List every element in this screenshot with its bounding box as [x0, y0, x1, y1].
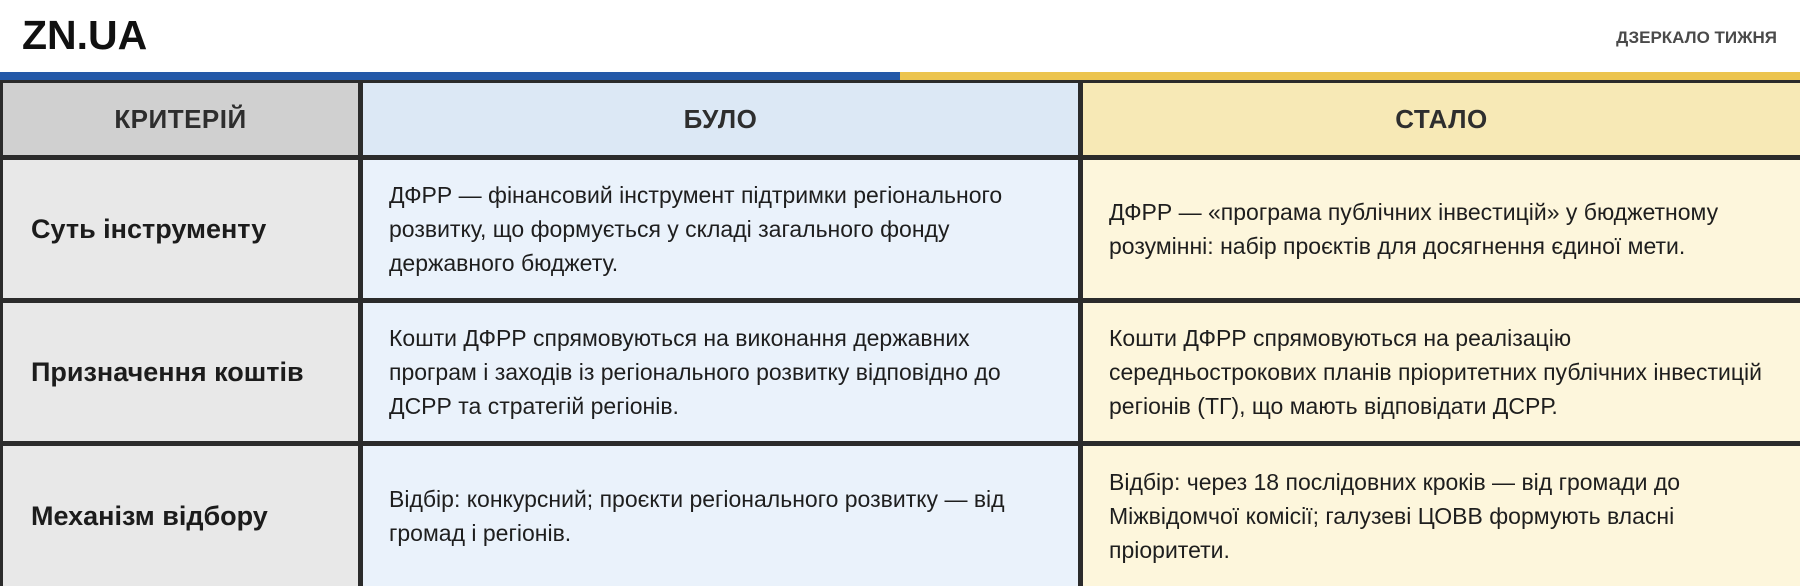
flag-stripe	[0, 72, 1800, 80]
comparison-table	[0, 80, 1800, 586]
column-header-after: СТАЛО	[1083, 83, 1800, 155]
cell-before-purpose: Кошти ДФРР спрямовуються на виконання державних програм і заходів із регіонального розвитку відповідно до ДСРР та стратегій регіонів.	[363, 303, 1078, 441]
row-label-essence: Суть інструменту	[3, 160, 358, 298]
cell-after-selection: Відбір: через 18 послідовних кроків — від громади до Міжвідомчої комісії; галузеві ЦОВВ формують власні пріоритети.	[1083, 446, 1800, 586]
column-header-before: БУЛО	[363, 83, 1078, 155]
site-header	[0, 0, 1800, 72]
flag-stripe-yellow	[900, 72, 1800, 80]
row-label-selection: Механізм відбору	[3, 446, 358, 586]
row-label-purpose: Призначення коштів	[3, 303, 358, 441]
column-header-criterion: КРИТЕРІЙ	[3, 83, 358, 155]
site-tagline: ДЗЕРКАЛО ТИЖНЯ	[1616, 28, 1777, 47]
cell-after-essence: ДФРР — «програма публічних інвестицій» у бюджетному розумінні: набір проєктів для досягнення єдиної мети.	[1083, 160, 1800, 298]
cell-after-purpose: Кошти ДФРР спрямовуються на реалізацію середньострокових планів пріоритетних публічних інвестицій регіонів (ТГ), що мають відповідати ДСРР.	[1083, 303, 1800, 441]
flag-stripe-blue	[0, 72, 900, 80]
cell-before-essence: ДФРР — фінансовий інструмент підтримки регіонального розвитку, що формується у складі загального фонду державного бюджету.	[363, 160, 1078, 298]
cell-before-selection: Відбір: конкурсний; проєкти регіонального розвитку — від громад і регіонів.	[363, 446, 1078, 586]
site-logo[interactable]: ZN.UA	[22, 12, 148, 58]
